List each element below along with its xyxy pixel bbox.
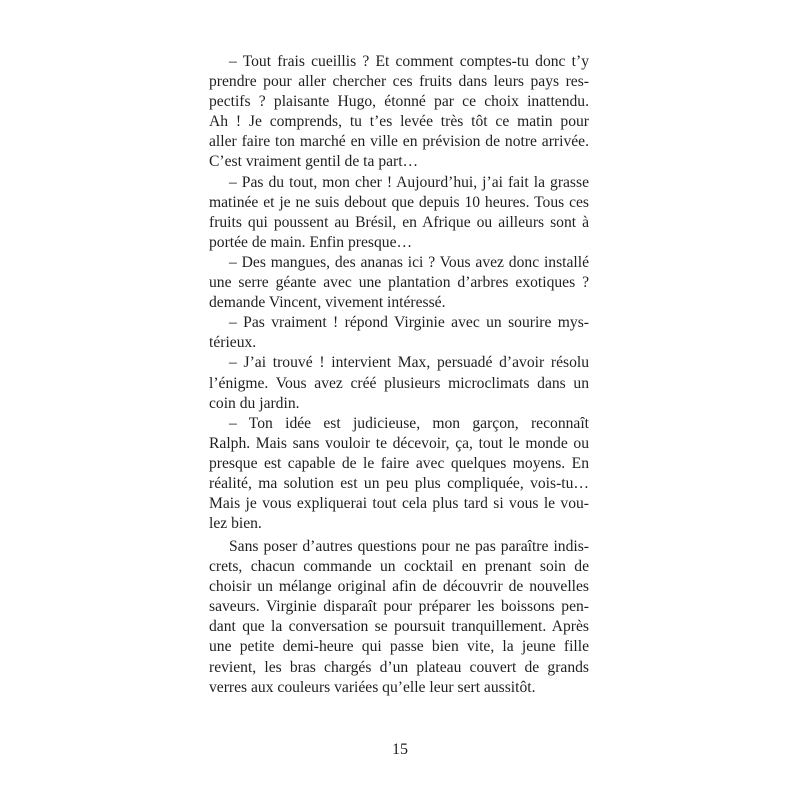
- dialogue-paragraph: [209, 52, 589, 173]
- text-line: – Des mangues, des ananas ici ? Vous avez donc installé: [229, 253, 589, 271]
- text-line: – Pas du tout, mon cher ! Aujourd’hui, j’ai fait la grasse: [229, 173, 589, 191]
- text-line: C’est vraiment gentil de ta part…: [209, 153, 419, 171]
- narration-paragraph: [209, 537, 589, 698]
- text-line: pectifs ? plaisante Hugo, étonné par ce choix inattendu.: [209, 93, 589, 111]
- text-line: une petite demi-heure qui passe bien vite, la jeune fille: [209, 638, 589, 656]
- text-line: térieux.: [209, 334, 257, 352]
- dialogue-paragraph: [209, 313, 589, 353]
- text-line: lez bien.: [209, 515, 262, 533]
- text-line: Ah ! Je comprends, tu t’es levée très tôt ce matin pour: [209, 113, 589, 131]
- text-line: – Ton idée est judicieuse, mon garçon, reconnaît: [229, 414, 589, 432]
- text-line: – J’ai trouvé ! intervient Max, persuadé d’avoir résolu: [229, 354, 589, 372]
- text-line: portée de main. Enfin presque…: [209, 233, 413, 251]
- text-line: dant que la conversation se poursuit tranquillement. Après: [209, 618, 589, 636]
- text-line: – Pas vraiment ! répond Virginie avec un sourire mys-: [229, 314, 589, 332]
- dialogue-paragraph: [209, 353, 589, 413]
- text-line: Mais je vous expliquerai tout cela plus tard si vous le vou-: [209, 495, 589, 513]
- text-line: crets, chacun commande un cocktail en prenant soin de: [209, 558, 589, 576]
- text-line: réalité, ma solution est un peu plus compliquée, vois-tu…: [209, 474, 589, 492]
- text-line: l’énigme. Vous avez créé plusieurs microclimats dans un: [209, 374, 589, 392]
- text-line: saveurs. Virginie disparaît pour préparer les boissons pen-: [209, 598, 589, 616]
- text-line: revient, les bras chargés d’un plateau couvert de grands: [209, 658, 589, 676]
- text-line: presque est capable de le faire avec quelques moyens. En: [209, 454, 589, 472]
- text-line: choisir un mélange original afin de découvrir de nouvelles: [209, 578, 589, 596]
- page-number: 15: [392, 741, 408, 758]
- text-line: – Tout frais cueillis ? Et comment comptes-tu donc t’y: [229, 53, 589, 70]
- dialogue-section: [209, 52, 589, 534]
- text-line: verres aux couleurs variées qu’elle leur sert aussitôt.: [209, 678, 536, 696]
- dialogue-paragraph: [209, 173, 589, 253]
- text-line: aller faire ton marché en ville en prévision de notre arrivée.: [209, 133, 589, 151]
- text-line: coin du jardin.: [209, 394, 300, 412]
- text-line: Sans poser d’autres questions pour ne pas paraître indis-: [229, 538, 589, 555]
- text-line: matinée et je ne suis debout que depuis 10 heures. Tous ces: [209, 193, 589, 211]
- narration-section: [209, 537, 589, 698]
- text-line: une serre géante avec une plantation d’arbres exotiques ?: [209, 274, 589, 292]
- dialogue-paragraph: [209, 414, 589, 535]
- text-line: Ralph. Mais sans vouloir te décevoir, ça, tout le monde ou: [209, 434, 589, 452]
- text-line: fruits qui poussent au Brésil, en Afrique ou ailleurs sont à: [209, 213, 589, 231]
- text-line: prendre pour aller chercher ces fruits dans leurs pays res-: [209, 73, 589, 91]
- dialogue-paragraph: [209, 253, 589, 313]
- text-line: demande Vincent, vivement intéressé.: [209, 294, 446, 312]
